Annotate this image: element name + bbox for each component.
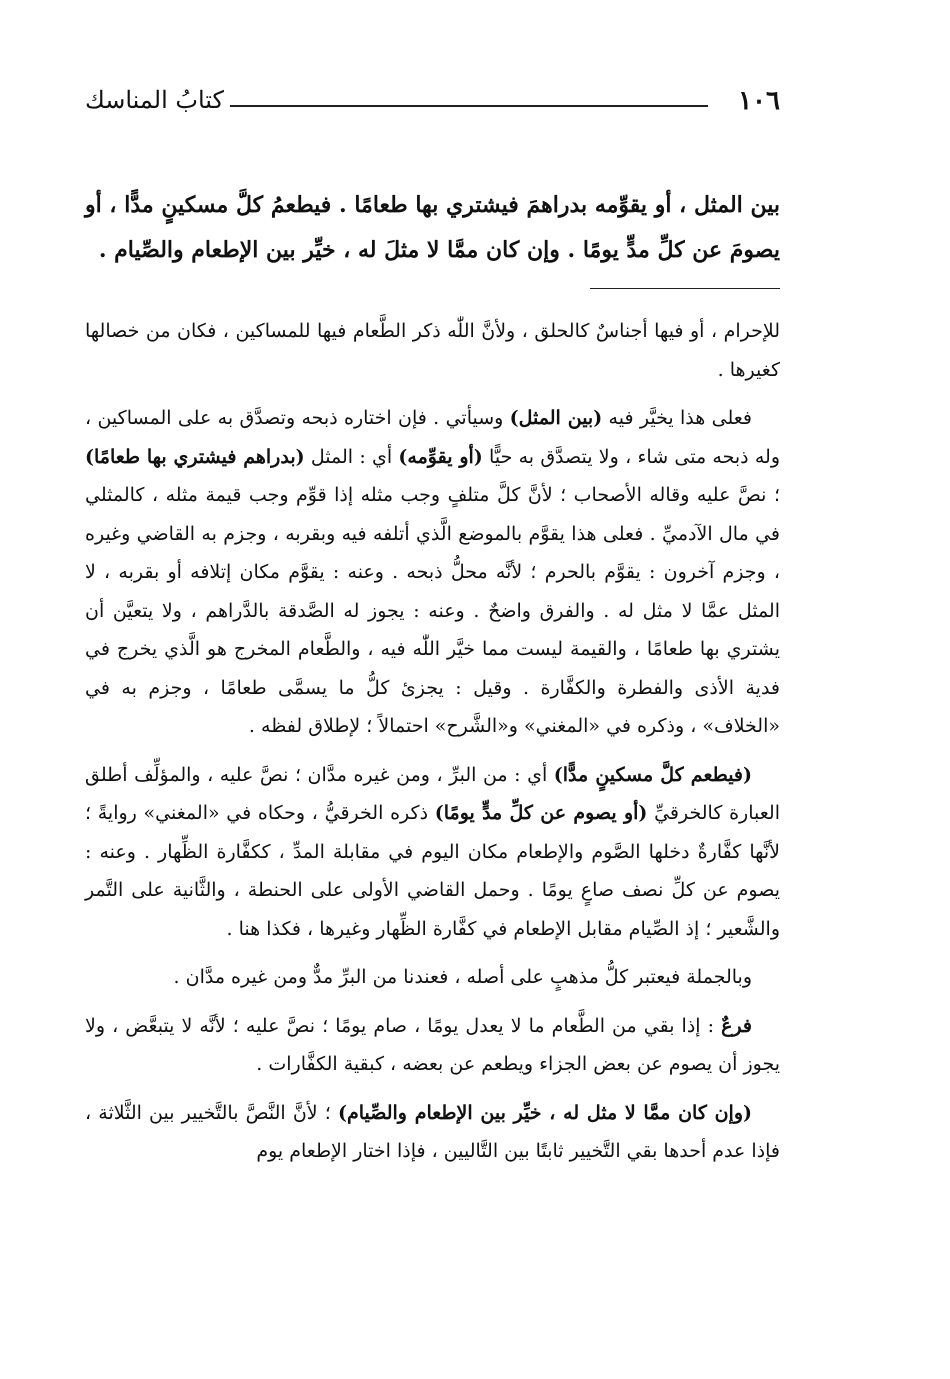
commentary-paragraph-2 bbox=[85, 399, 780, 746]
section-label: فرعٌ bbox=[721, 1014, 752, 1037]
quoted-matn: (بين المثل) bbox=[509, 407, 603, 429]
text: ؛ نصَّ عليه وقاله الأصحاب ؛ لأنَّ كلَّ متلفٍ وجب مثله إذا قوِّم وجب قيمة مثله ، كالمثلي في مال الآدميِّ . فعلى هذا يقوَّم بالموضع الَّذي أتلفه فيه وبقربه ، وجزم به القاضي وغيره ، وجزم آخرون : يقوَّم بالحرم ؛ لأنَّه محلُّ ذبحه . وعنه : يقوَّم مكان إتلافه أو بقربه ، لا المثل عمَّا لا مثل له . والفرق واضحٌ . وعنه : يجوز له الصَّدقة بالدَّراهم ، ولا يتعيَّن أن يشتري بها طعامًا ، والقيمة ليست مما خيَّر اللّٰه فيه ، والطَّعام المخرج هو الَّذي يخرج في فدية الأذى والفطرة والكفَّارة . وقيل : يجزئ كلُّ ما يسمَّى طعامًا ، وجزم به في «الخلاف» ، وذكره في «المغني» و«الشَّرح» احتمالاً ؛ لإطلاق لفظه . bbox=[85, 484, 780, 737]
text: ؛ لأنَّ النَّصَّ بالتَّخيير بين الثَّلاثة ، فإذا عدم أحدها بقي التَّخيير ثابتًا بين التَّاليين ، فإذا اختار الإطعام يوم bbox=[85, 1101, 780, 1162]
page-header bbox=[85, 86, 780, 126]
commentary bbox=[85, 312, 780, 1181]
text: ذكره الخرقيُّ ، وحكاه في «المغني» روايةً ؛ لأنَّها كفَّارةٌ دخلها الصَّوم والإطعام مكان اليوم في مقابلة المدِّ ، ككفَّارة الظِّهار . وعنه : يصوم عن كلِّ نصف صاعٍ يومًا . وحمل القاضي الأولى على الحنطة ، والثَّانية على التَّمر والشَّعير ؛ إذ الصِّيام مقابل الإطعام في كفَّارة الظِّهار وغيرها ، فكذا هنا . bbox=[85, 802, 780, 940]
text: وسيأتي . فإن اختاره ذبحه وتصدَّق به على المساكين ، وله ذبحه متى شاء ، ولا يتصدَّق به حيًّا bbox=[85, 407, 781, 468]
main-text: بين المثل ، أو يقوِّمه بدراهمَ فيشتري بها طعامًا . فيطعمُ كلَّ مسكينٍ مدًّا ، أو يصومَ عن كلِّ مدٍّ يومًا . وإن كان ممَّا لا مثلَ له ، خيِّر بين الإطعام والصِّيام . bbox=[85, 192, 780, 263]
commentary-separator bbox=[590, 288, 780, 289]
quoted-matn: (بدراهم فيشتري بها طعامًا) bbox=[85, 445, 305, 468]
commentary-paragraph-6 bbox=[85, 1094, 780, 1171]
page-number: ١٠٦ bbox=[738, 86, 780, 116]
commentary-paragraph-5 bbox=[85, 1007, 780, 1084]
commentary-paragraph-3 bbox=[85, 756, 780, 949]
book-title: كتابُ المناسك bbox=[85, 86, 224, 114]
quoted-matn: (أو يصوم عن كلِّ مدٍّ يومًا) bbox=[434, 802, 648, 824]
header-rule bbox=[230, 105, 708, 107]
quoted-matn: (أو يقوِّمه) bbox=[398, 445, 483, 468]
text: أي : من البرِّ ، ومن غيره مدَّان ؛ نصَّ عليه ، والمؤلِّف أطلق العبارة كالخرقيِّ bbox=[85, 763, 780, 824]
text: : إذا بقي من الطَّعام ما لا يعدل يومًا ، صام يومًا ؛ نصَّ عليه ؛ لأنَّه لا يتبعَّض ، ولا يجوز أن يصوم عن بعض الجزاء ويطعم عن بعضه ، كبقية الكفَّارات . bbox=[85, 1014, 780, 1075]
commentary-paragraph-1: للإحرام ، أو فيها أجناسٌ كالحلق ، ولأنَّ اللّٰه ذكر الطَّعام فيها للمساكين ، فكان من خصالها كغيرها . bbox=[85, 320, 780, 381]
quoted-matn: (فيطعم كلَّ مسكينٍ مدًّا) bbox=[553, 763, 752, 786]
text: فعلى هذا يخيَّر فيه bbox=[602, 407, 752, 429]
text: أي : المثل bbox=[304, 445, 399, 468]
commentary-paragraph-4: وبالجملة فيعتبر كلُّ مذهبٍ على أصله ، فعندنا من البرِّ مدٌّ ومن غيره مدَّان . bbox=[173, 966, 752, 988]
quoted-matn: (وإن كان ممَّا لا مثل له ، خيِّر بين الإطعام والصِّيام) bbox=[337, 1101, 752, 1124]
